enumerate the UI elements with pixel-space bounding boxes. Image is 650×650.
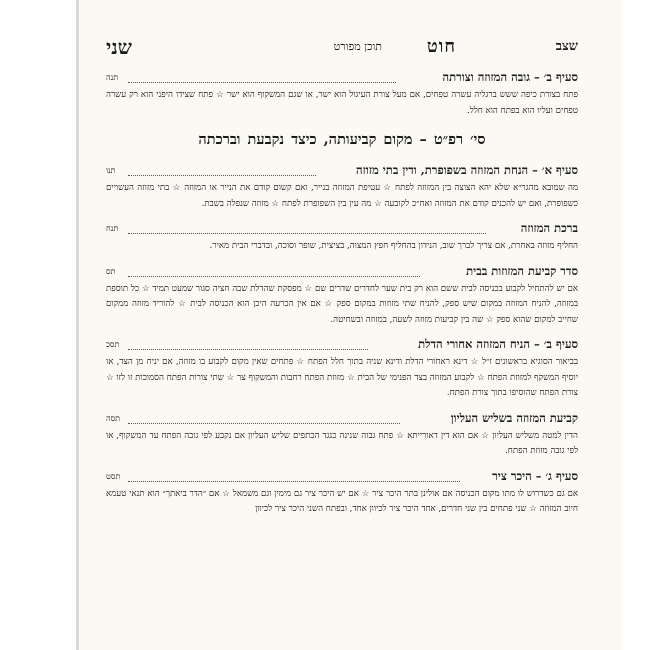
section-text: אם גם כשדרוש לו מתו מקום הכניסה אם אולינן בתר היכר ציר ☆ אם יש היכר ציר גם מימין וגם משמאל ☆ אם ״הדר ביאתך״ הוא תנאי טעמא חיוב המזוזה ☆ שני פתחים בין שני חדרים, אחד היכר ציר לכיוון אחד, ובפתח השני היכר ציר לכיוון: [106, 488, 578, 514]
section-block: [106, 411, 578, 460]
page-reference: תנח: [106, 224, 119, 233]
section-heading-row: [106, 469, 578, 486]
page-edge: [76, 0, 79, 650]
page-reference: תנה: [106, 73, 119, 82]
section-heading: סעיף ג׳ – היכר ציר: [492, 468, 578, 483]
section-heading: סעיף ב׳ – הניח המזוזה אחורי הדלת: [418, 337, 578, 351]
section-text: הדין למטה משליש העליון ☆ אם הוא דין דאורייתא ☆ פתח גבוה שנינה כנגד הכתפים שליש העליון אם נקבע לפי גובה הפתח עד המשקוף, או לפי גובה מזוזת הפתח.: [106, 430, 578, 456]
section-heading-row: [106, 411, 578, 428]
section-heading: סדר קביעת המזוזות בבית: [466, 263, 578, 278]
header-center-title: חוט: [426, 36, 456, 57]
section-text: פתח בצורת כיפה ששש ברגליה עשרה טפחים, אם מעל צורת העיגול הוא ישר, או שגם המשקוף הוא ישר ☆ פתח שצידו היפני הוא רק עשרה טפחים ועליו הוא בפתח הוא חלל.: [106, 90, 578, 116]
page-reference: תסכ: [106, 340, 120, 349]
section-text: החליף מזוזה באחרת, אם צריך לברך שוב, הנידון בהחליף חפץ המצוה, בציצית, שופר וסוכה, ובדברי הבית מאיר.: [209, 241, 578, 251]
section-block: [106, 264, 578, 329]
dotted-leader: [128, 82, 396, 83]
section-heading: סעיף ב׳ – גובה המזוזה וצורתה: [442, 70, 578, 84]
section-heading: סעיף א׳ – הנחת המזוזה בשפופרת, ודין בתי מזוזה: [356, 163, 578, 177]
dotted-leader: [128, 349, 368, 350]
dotted-leader: [128, 423, 400, 424]
section-heading: ברכת המזוזה: [520, 221, 578, 235]
dotted-leader: [128, 233, 486, 234]
page-reference: תסה: [106, 413, 121, 423]
running-header: [106, 36, 578, 58]
section-heading-row: [106, 337, 578, 354]
page-content: [106, 70, 578, 527]
header-right-title: שני: [106, 35, 132, 59]
section-text: אם יש להתחיל לקבוע בכניסה לבית ששם הוא רק בית שער לחדרים שדרים שם ☆ מפסקת שהדלת שבה חציה סגור שמעט תמיד ☆ כל תוספת במזוזה, להניח המזוזה במקום שיש ספק, להניח שתי מזוזות במקום ספק ☆ אם אין הכרעה היכן הוא הכניסה לבית ☆ להוריד מזוזה ממקום שחייב למקום שהוא ספק ☆ שה בין קביעות מזוזה לשעה, במזוזה ובשחיטה.: [106, 283, 578, 325]
section-block: [106, 337, 578, 402]
dotted-leader: [128, 175, 316, 176]
page-number: שצב: [555, 39, 578, 54]
section-heading-row: [106, 264, 578, 281]
section-block: [106, 221, 578, 255]
section-block: [106, 469, 578, 518]
page-reference: תסט: [106, 471, 121, 481]
section-heading-row: [106, 221, 578, 238]
chapter-heading: סי׳ רפ״ט – מקום קביעותה, כיצד נקבעת וברכתה: [198, 131, 486, 148]
section-block: [106, 70, 578, 119]
section-heading-row: [106, 163, 578, 180]
section-text: מה שמובא מהגר״א שלא יהא הצוצה בין המזוזה לפתח ☆ עטיפת המזוזה בנייר, ואם קשום קודם את הנייר או המזוזה ☆ בתי מזוזה העשויים כשפופרת, ואם יש להכנים קודם את המזוזה ואח״כ לקובעה ☆ מה עין בין השפופרת לפתח ☆ מזוזה שנפלה בשבת.: [106, 183, 578, 209]
section-heading-row: [106, 70, 578, 87]
section-heading: קביעת המזוזה בשליש העליון: [450, 410, 578, 425]
page-reference: תס: [106, 266, 116, 276]
page-reference: תנו: [106, 166, 116, 175]
section-text: בביאור הסוגיא בראשונים ז״ל ☆ דינא ראחורי הדלת ודינא שניה בתוך חלל הפתח ☆ פתחים שאין מקום לקבוע בו מזוזה, אם יניח מן הצד, או יוסיף המשקף למזוזת הפתח ☆ לקבוע המזוזה בצד הפנימי של הבית ☆ מזוזת הפתח רחבות והמשקוף צר ☆ שתי צורות הפתח הסמוכות זו לזו ☆ צורת הפתח שהוסיפו בתוך צורת הפתח.: [106, 357, 578, 398]
section-block: [106, 163, 578, 212]
dotted-leader: [128, 276, 420, 277]
dotted-leader: [128, 481, 460, 482]
header-subtitle: תוכן מפורט: [333, 40, 382, 53]
